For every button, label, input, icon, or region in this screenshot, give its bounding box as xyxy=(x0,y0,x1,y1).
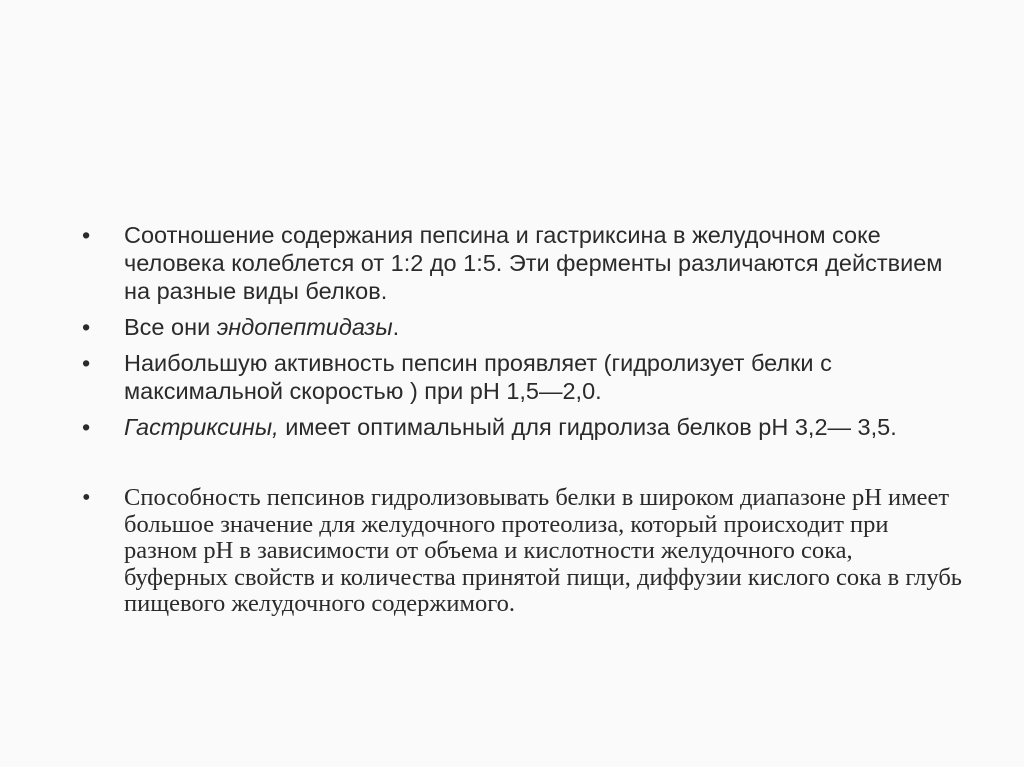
bullet-italic-term: Гастриксины, xyxy=(124,414,279,440)
bullet-text-tail: . xyxy=(392,314,400,340)
bullet-list xyxy=(82,221,962,618)
bullet-text: Все они xyxy=(124,314,217,340)
bullet-icon: • xyxy=(82,414,91,440)
bullet-icon: • xyxy=(82,314,91,340)
bullet-text-tail: имеет оптимальный для гидролиза белков рН 3,2— 3,5. xyxy=(278,414,897,440)
bullet-item-endopeptidases xyxy=(82,313,962,341)
bullet-text: Наибольшую активность пепсин проявляет (гидролизует белки с максимальной скоростью ) при рН 1,5—2,0. xyxy=(124,350,832,404)
bullet-item-ratio xyxy=(82,221,962,305)
bullet-text: Соотношение содержания пепсина и гастриксина в желудочном соке человека колеблется от 1:2 до 1:5. Эти ферменты различаются действием на разные виды белков. xyxy=(124,222,943,304)
bullet-icon: • xyxy=(82,484,91,511)
bullet-icon: • xyxy=(82,350,91,376)
bullet-item-pepsin-activity xyxy=(82,349,962,405)
bullet-text: Способность пепсинов гидролизовывать белки в широком диапазоне рН имеет большое значение для желудочного протеолиза, который происходит при разном рН в зависимости от объема и кислотности желудочного сока, буферных свойств и количества принятой пищи, диффузии кислого сока в глубь пищевого желудочного содержимого. xyxy=(124,484,962,617)
bullet-italic-term: эндопептидазы xyxy=(216,314,393,340)
bullet-icon: • xyxy=(82,222,91,248)
bullet-item-gastricsins xyxy=(82,413,962,441)
bullet-item-proteolysis xyxy=(82,485,962,618)
